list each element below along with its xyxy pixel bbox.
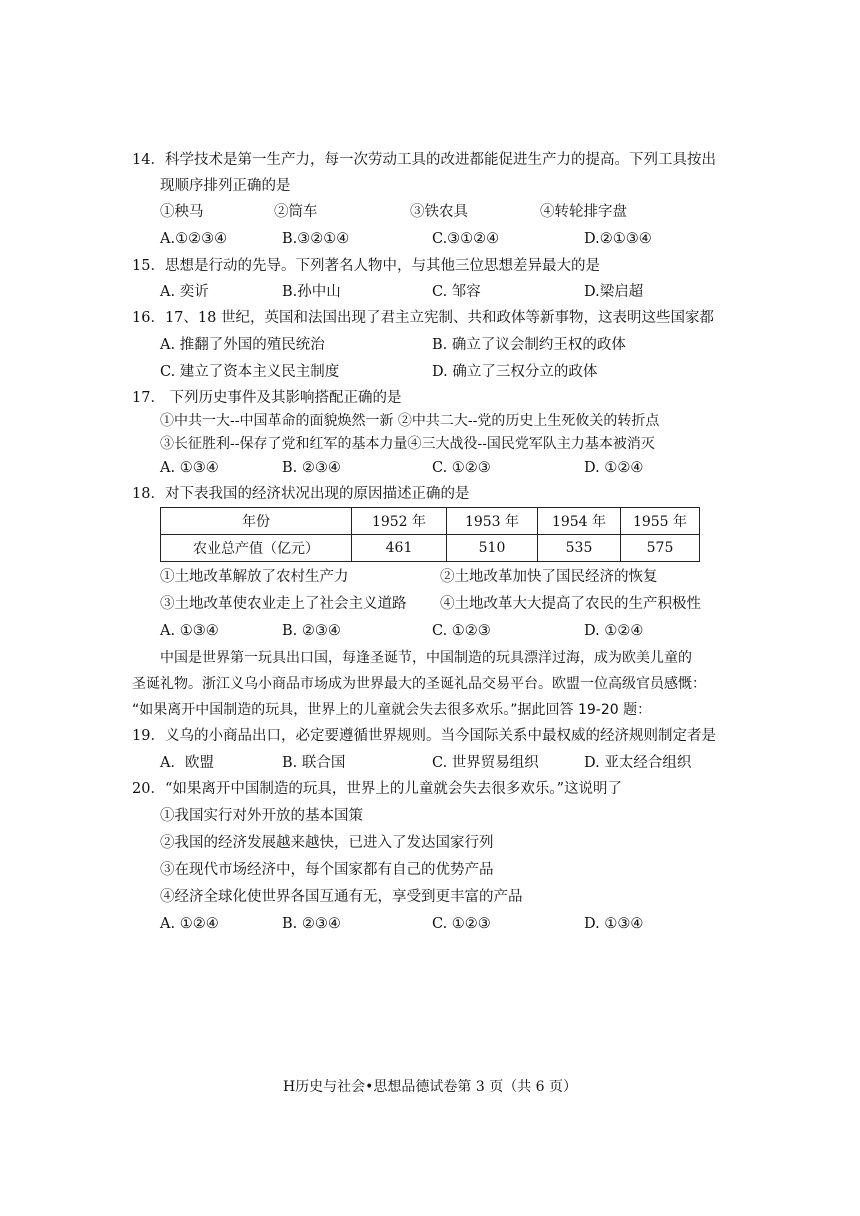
q16-option-a: A. 推翻了外国的殖民统治 <box>160 337 325 353</box>
q18-value-1952: 461 <box>352 535 447 562</box>
q14-option-c: C.③①②④ <box>432 231 500 247</box>
q14-option-a: A.①②③④ <box>160 231 228 247</box>
page-footer: H历史与社会•思想品德试卷第 3 页（共 6 页） <box>282 1079 578 1095</box>
q18-value-1954: 535 <box>538 535 621 562</box>
q14-item-2: ②筒车 <box>274 204 318 220</box>
q18-header-1955: 1955 年 <box>621 508 700 535</box>
q16-option-b: B. 确立了议会制约王权的政体 <box>432 337 626 353</box>
q20-item-1: ①我国实行对外开放的基本国策 <box>160 808 363 824</box>
q14-item-3: ③铁农具 <box>410 204 468 220</box>
q17-option-c: C. ①②③ <box>432 460 491 476</box>
q18-item-4: ④土地改革大大提高了农民的生产积极性 <box>440 596 701 612</box>
q14-stem-line1: 14．科学技术是第一生产力，每一次劳动工具的改进都能促进生产力的提高。下列工具按出 <box>132 152 716 168</box>
q18-item-2: ②土地改革加快了国民经济的恢复 <box>440 569 658 585</box>
q20-option-a: A. ①②④ <box>160 916 219 932</box>
q15-option-d: D.梁启超 <box>584 284 644 300</box>
q18-stem: 18．对下表我国的经济状况出现的原因描述正确的是 <box>132 486 470 502</box>
q18-table-header-row <box>161 508 700 535</box>
q20-item-4: ④经济全球化使世界各国互通有无，享受到更丰富的产品 <box>160 889 523 905</box>
q17-option-a: A. ①③④ <box>160 460 219 476</box>
q18-value-1955: 575 <box>621 535 700 562</box>
q19-option-d: D. 亚太经合组织 <box>584 755 692 771</box>
q17-option-d: D. ①②④ <box>584 460 644 476</box>
q17-stem: 17． 下列历史事件及其影响搭配正确的是 <box>132 390 402 406</box>
q18-row-label: 农业总产值（亿元） <box>161 535 352 562</box>
q14-item-4: ④转轮排字盘 <box>540 204 627 220</box>
q18-header-1953: 1953 年 <box>447 508 538 535</box>
q14-stem-line2: 现顺序排列正确的是 <box>160 178 291 194</box>
q20-option-d: D. ①③④ <box>584 916 644 932</box>
passage-line1: 中国是世界第一玩具出口国，每逢圣诞节，中国制造的玩具漂洋过海，成为欧美儿童的 <box>160 650 692 666</box>
q18-option-c: C. ①②③ <box>432 623 491 639</box>
q18-table-data-row <box>161 535 700 562</box>
passage-line3: “如果离开中国制造的玩具，世界上的儿童就会失去很多欢乐。”据此回答 19-20 题： <box>132 702 652 718</box>
q19-option-c: C. 世界贸易组织 <box>432 755 539 771</box>
q20-item-3: ③在现代市场经济中，每个国家都有自己的优势产品 <box>160 862 494 878</box>
q20-option-c: C. ①②③ <box>432 916 491 932</box>
q18-value-1953: 510 <box>447 535 538 562</box>
q15-option-c: C. 邹容 <box>432 284 481 300</box>
q15-stem: 15．思想是行动的先导。下列著名人物中，与其他三位思想差异最大的是 <box>132 258 600 274</box>
q18-option-b: B. ②③④ <box>282 623 341 639</box>
q18-option-a: A. ①③④ <box>160 623 219 639</box>
q15-option-b: B.孙中山 <box>282 284 341 300</box>
q18-item-3: ③土地改革使农业走上了社会主义道路 <box>160 596 407 612</box>
q19-option-a: A．欧盟 <box>160 755 214 771</box>
q18-header-1952: 1952 年 <box>352 508 447 535</box>
q20-stem: 20．“如果离开中国制造的玩具，世界上的儿童就会失去很多欢乐。”这说明了 <box>132 781 623 797</box>
q18-table <box>160 507 700 562</box>
q16-stem: 16．17、18 世纪，英国和法国出现了君主立宪制、共和政体等新事物，这表明这些国家都 <box>132 310 714 326</box>
q19-option-b: B. 联合国 <box>282 755 346 771</box>
q18-header-year: 年份 <box>161 508 352 535</box>
q14-item-1: ①秧马 <box>160 204 204 220</box>
q18-header-1954: 1954 年 <box>538 508 621 535</box>
q14-option-b: B.③②①④ <box>282 231 350 247</box>
q16-option-d: D. 确立了三权分立的政体 <box>432 364 598 380</box>
q15-option-a: A. 奕䜣 <box>160 284 209 300</box>
q17-items-line2: ③长征胜利--保存了党和红军的基本力量④三大战役--国民党军队主力基本被消灭 <box>160 436 655 452</box>
q14-option-d: D.②①③④ <box>584 231 652 247</box>
q17-items-line1: ①中共一大--中国革命的面貌焕然一新 ②中共二大--党的历史上生死攸关的转折点 <box>160 413 660 429</box>
q16-option-c: C. 建立了资本主义民主制度 <box>160 364 340 380</box>
q17-option-b: B. ②③④ <box>282 460 341 476</box>
q18-option-d: D. ①②④ <box>584 623 644 639</box>
q18-item-1: ①土地改革解放了农村生产力 <box>160 569 349 585</box>
q20-option-b: B. ②③④ <box>282 916 341 932</box>
q19-stem: 19．义乌的小商品出口，必定要遵循世界规则。当今国际关系中最权威的经济规则制定者是 <box>132 728 716 744</box>
q20-item-2: ②我国的经济发展越来越快，已进入了发达国家行列 <box>160 835 494 851</box>
passage-line2: 圣诞礼物。浙江义乌小商品市场成为世界最大的圣诞礼品交易平台。欧盟一位高级官员感慨： <box>132 676 706 692</box>
